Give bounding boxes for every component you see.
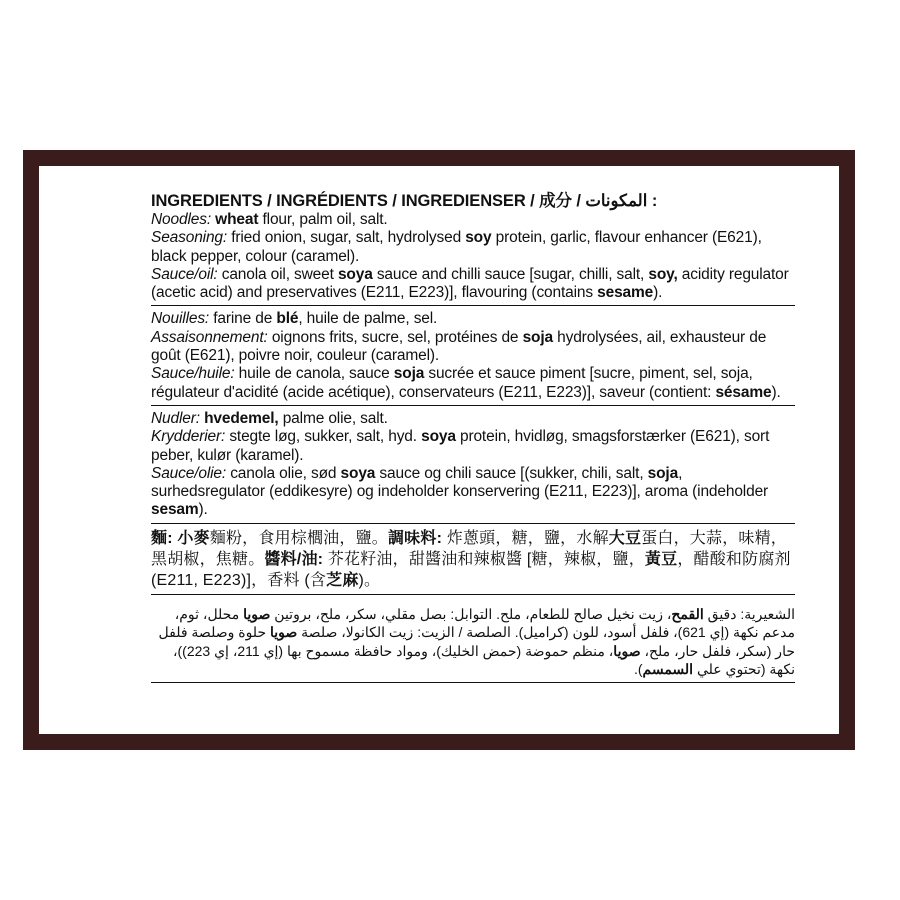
ingredient-text: canola oil, sweet (217, 265, 338, 283)
allergen-text: soya (421, 428, 456, 446)
danish-noodles-label: Nudler: (151, 409, 200, 427)
allergen-text: wheat (215, 211, 259, 228)
ingredient-text: ، زيت نخيل صالح للطعام، ملح. التوابل: بصل مقلي، سكر، ملح، بروتين (270, 605, 672, 622)
danish-seasoning (151, 428, 795, 465)
chinese-seasoning-label: 調味料: (387, 529, 447, 547)
allergen-text: sesame (597, 284, 654, 302)
allergen-text: 大豆 (608, 529, 642, 547)
ingredient-text: ，醋酸和防腐剂 (E211, E223)]，香料 (含 (151, 550, 791, 589)
ingredients-label-panel (23, 150, 855, 750)
allergen-text: soy (465, 229, 492, 247)
ingredient-text: huile de canola, sauce (234, 365, 394, 383)
english-seasoning (151, 229, 795, 266)
allergen-text: soja (393, 365, 425, 383)
danish-sauce-label: Sauce/olie: (151, 464, 227, 482)
allergen-text: soya (337, 265, 373, 283)
french-sauce (151, 365, 795, 402)
allergen-text: soja (522, 328, 553, 346)
ingredient-text: 麵粉，食用棕櫚油，鹽。 (209, 529, 388, 547)
chinese-sauce-label: 醬料/油: (264, 550, 328, 568)
ingredient-text: حلوة وصلصة فلفل حار (سكر، فلفل حار، ملح، (158, 624, 795, 659)
ingredient-text: palme olie, salt. (278, 409, 388, 427)
french-section (151, 310, 795, 405)
chinese-section (151, 528, 795, 595)
ingredient-text: , surhedsregulator (eddikesyre) og indeholder konservering (E211, E223)], aroma (indeholder (151, 464, 769, 501)
allergen-text: صويا (243, 605, 271, 622)
allergen-text: السمسم (642, 661, 694, 678)
english-noodles (151, 211, 795, 229)
chinese-ingredients (151, 528, 795, 591)
english-seasoning-label: Seasoning: (151, 229, 228, 247)
arabic-ingredients (151, 605, 795, 679)
ingredient-text: fried onion, sugar, salt, hydrolysed (227, 229, 466, 247)
ingredient-text: )。 (358, 571, 381, 589)
ingredient-text: oignons frits, sucre, sel, protéines de (267, 328, 523, 346)
french-noodles (151, 310, 795, 328)
allergen-text: sesam (151, 501, 199, 519)
ingredient-text: canola olie, sød (226, 464, 341, 482)
ingredient-text: 炸蔥頭，糖，鹽，水解 (446, 529, 609, 547)
allergen-text: 小麥 (177, 529, 210, 547)
ingredient-text: sauce and chilli sauce [sugar, chilli, salt, (372, 265, 649, 283)
allergen-text: القمح (671, 605, 704, 622)
ingredient-text: farine de (209, 310, 277, 328)
allergen-text: blé (276, 310, 299, 328)
allergen-text: صويا (269, 624, 298, 641)
english-noodles-label: Noodles: (151, 211, 211, 228)
allergen-text: soy, (648, 265, 678, 283)
ingredient-text: ). (633, 661, 643, 678)
danish-seasoning-label: Krydderier: (151, 428, 226, 446)
french-sauce-label: Sauce/huile: (151, 365, 235, 383)
french-seasoning-label: Assaisonnement: (151, 328, 268, 346)
french-seasoning (151, 329, 795, 366)
allergen-text: sésame (715, 383, 772, 401)
ingredient-text: الشعيرية: دقيق (703, 605, 795, 622)
danish-section (151, 410, 795, 524)
english-sauce (151, 266, 795, 303)
english-section (151, 211, 795, 306)
ingredient-text: protein, hvidløg, smagsforstærker (E621), sort peber, kulør (karamel). (151, 428, 770, 464)
ingredients-content (151, 191, 795, 687)
allergen-text: 黃豆 (644, 550, 678, 568)
ingredient-text: 蛋白，大蒜，味精，黑胡椒，焦糖。 (151, 529, 787, 568)
ingredient-text: acidity regulator (acetic acid) and preservatives (E211, E223)], flavouring (contains (151, 265, 789, 302)
chinese-noodles-label: 麵: (151, 529, 178, 547)
ingredient-text: 芥花籽油，甜醬油和辣椒醬 [糖，辣椒，鹽， (327, 550, 645, 568)
allergen-text: hvedemel, (199, 409, 279, 427)
ingredient-text: ، منظم حموضة (حمض الخليك)، ومواد حافظة مسموح بها (إي 211، إي 223))، نكهة (تحتوي علي (173, 642, 795, 678)
ingredient-text: stegte løg, sukker, salt, hyd. (225, 428, 422, 446)
ingredient-text: sucrée et sauce piment [sucre, piment, sel, soja, régulateur d'acidité (acide acétique), conservateurs (E211, E223)], saveur (contient: (151, 365, 753, 401)
ingredient-text: ). (198, 501, 208, 519)
ingredient-text: ). (653, 284, 663, 302)
ingredients-title: INGREDIENTS / INGRÉDIENTS / INGREDIENSER / 成分 / المكونات : (151, 192, 658, 210)
allergen-text: soya (340, 464, 376, 482)
ingredient-text: , huile de palme, sel. (298, 310, 438, 328)
ingredient-text: ). (771, 383, 781, 401)
allergen-text: صويا (613, 642, 641, 659)
allergen-text: soja (647, 464, 679, 482)
ingredient-text: sauce og chili sauce [(sukker, chili, salt, (375, 464, 648, 482)
french-noodles-label: Nouilles: (151, 310, 210, 328)
allergen-text: 芝麻 (326, 571, 359, 589)
arabic-section (151, 599, 795, 683)
ingredient-text: محلل، ثوم، مدعم نكهة (إي 621)، فلفل أسود، للون (كراميل). الصلصة / الزيت: زيت الكانولا، صلصة (174, 605, 795, 641)
english-sauce-label: Sauce/oil: (151, 265, 218, 283)
ingredient-text: protein, garlic, flavour enhancer (E621), black pepper, colour (caramel). (151, 229, 762, 265)
ingredient-text: hydrolysées, ail, exhausteur de goût (E621), poivre noir, couleur (caramel). (151, 328, 767, 365)
danish-noodles (151, 410, 795, 428)
danish-sauce (151, 465, 795, 520)
ingredient-text: flour, palm oil, salt. (258, 211, 388, 228)
